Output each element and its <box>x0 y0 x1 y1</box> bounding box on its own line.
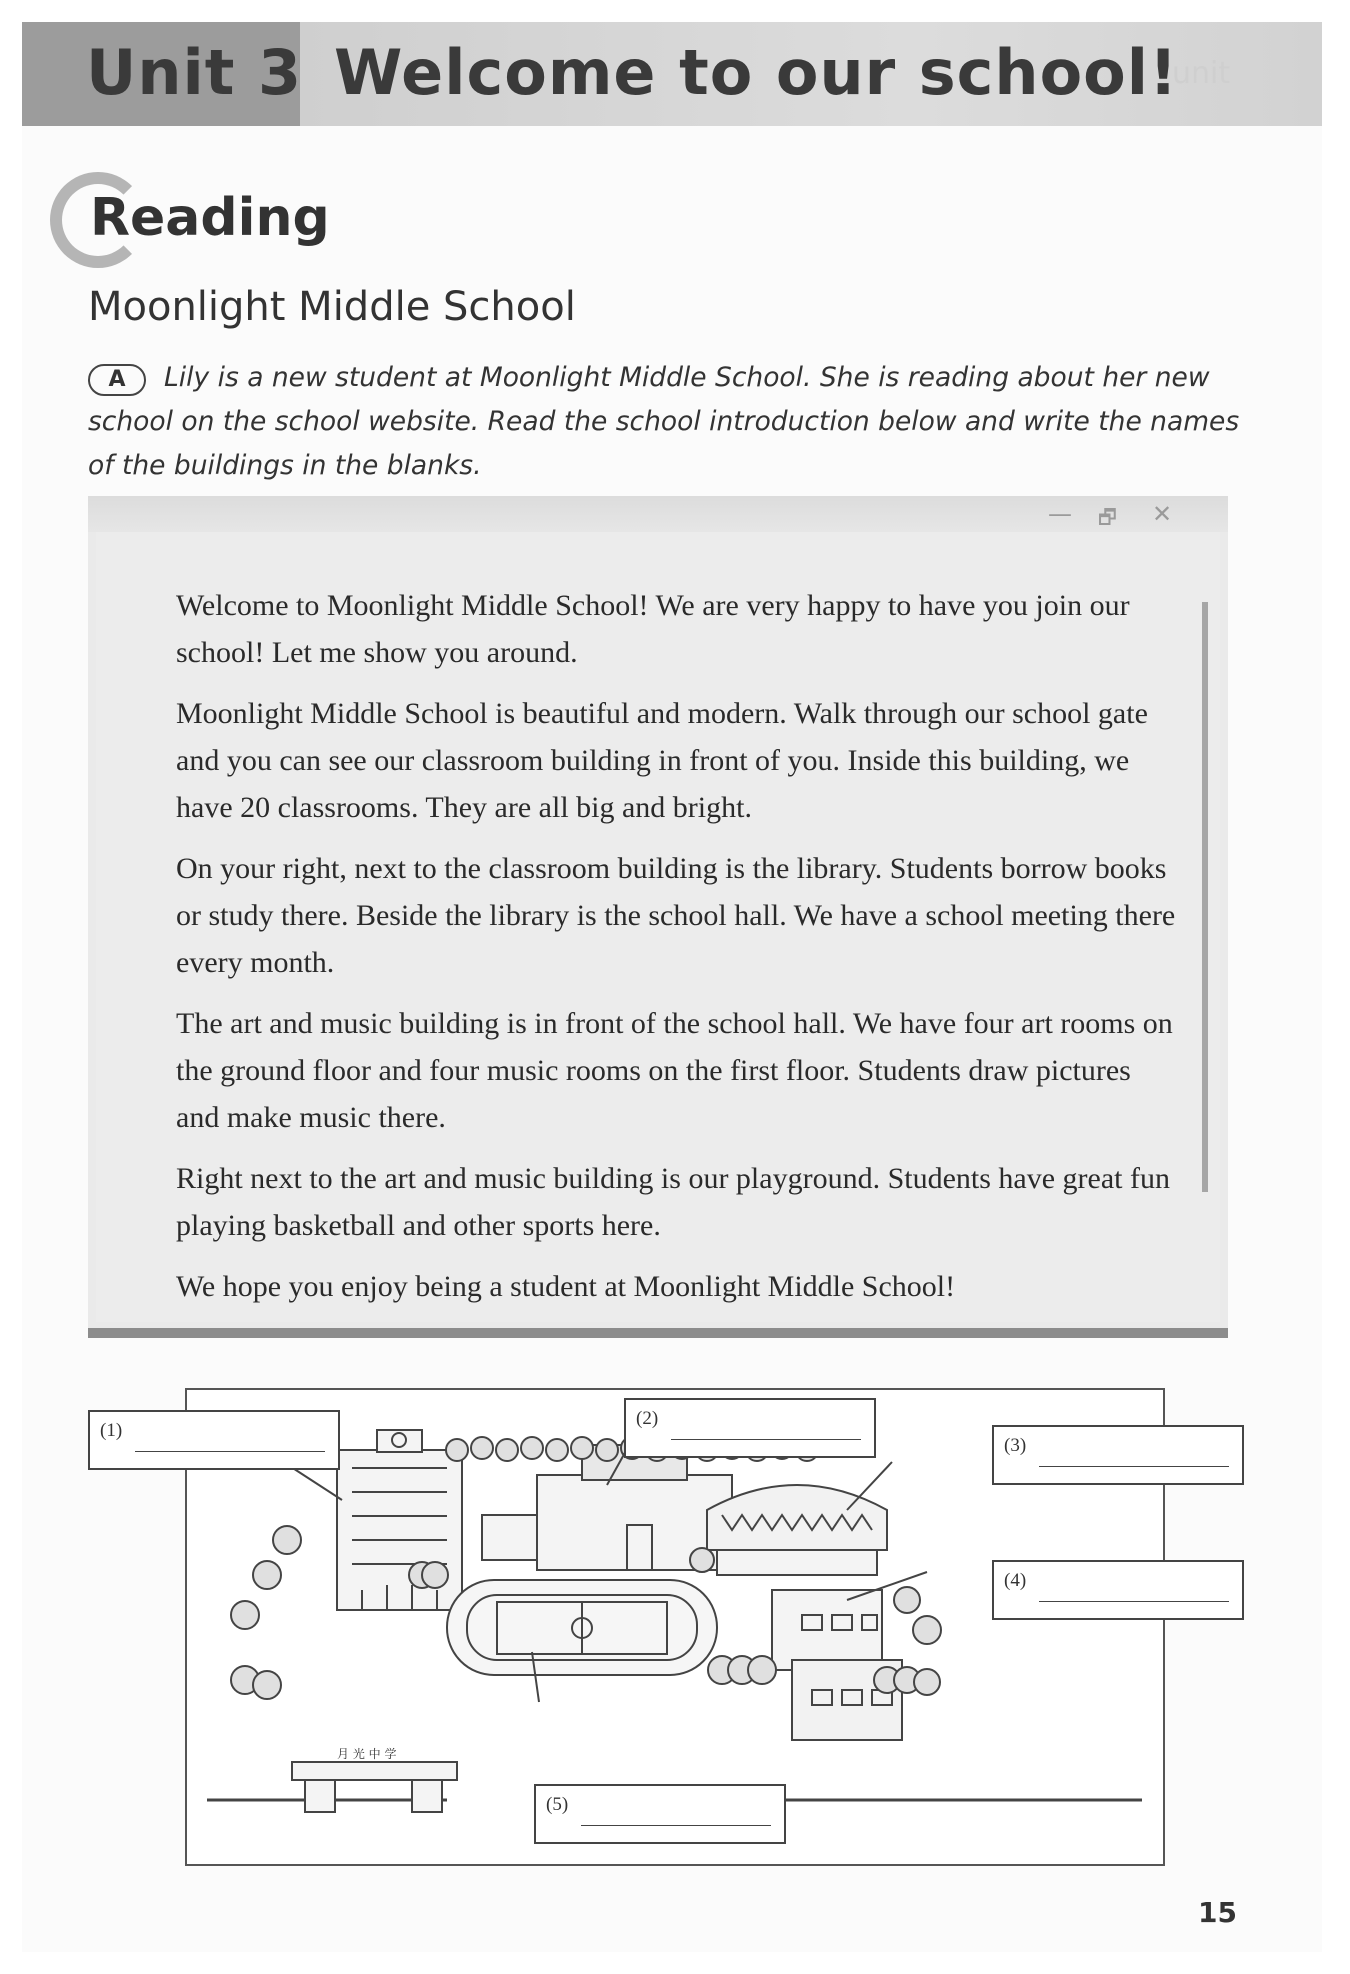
paragraph: The art and music building is in front of the school hall. We have four art rooms on the ground floor and four music rooms on the first floor. Students draw pictures and make music there. <box>176 1007 1173 1134</box>
blank-1[interactable] <box>88 1410 340 1470</box>
answer-line <box>1039 1466 1229 1467</box>
art-music-building <box>772 1590 902 1740</box>
paragraph: Moonlight Middle School is beautiful and modern. Walk through our school gate and you can see our classroom building in front of you. Inside this building, we have 20 classrooms. They are all big and bright. <box>176 697 1148 824</box>
blank-5[interactable] <box>534 1784 786 1844</box>
answer-line <box>671 1439 861 1440</box>
reading-subtitle: Moonlight Middle School <box>88 284 576 330</box>
paragraph: We hope you enjoy being a student at Moonlight Middle School! <box>176 1270 956 1303</box>
paragraph: On your right, next to the classroom building is the library. Students borrow books or study there. Beside the library is the school hall. We have a school meeting there every month. <box>176 852 1176 979</box>
scrollbar[interactable] <box>1202 602 1208 1192</box>
answer-line <box>135 1451 325 1452</box>
school-gate <box>292 1762 457 1812</box>
blank-number: (1) <box>100 1420 123 1441</box>
page-number: 15 <box>1198 1896 1237 1929</box>
blank-number: (5) <box>546 1794 569 1815</box>
unit-title: Welcome to our school! <box>334 36 1179 109</box>
restore-icon[interactable]: 🗗 <box>1098 505 1117 529</box>
blank-number: (3) <box>1004 1435 1027 1456</box>
answer-line <box>1039 1601 1229 1602</box>
school-hall <box>707 1485 887 1575</box>
unit-banner <box>22 22 1322 126</box>
school-introduction <box>176 582 1176 1324</box>
paragraph: Welcome to Moonlight Middle School! We are very happy to have you join our school! Let me show you around. <box>176 589 1130 669</box>
answer-line <box>581 1825 771 1826</box>
blank-3[interactable] <box>992 1425 1244 1485</box>
playground-track <box>447 1580 717 1675</box>
blank-2[interactable] <box>624 1398 876 1458</box>
banner-watermark: unit <box>1172 56 1231 91</box>
exercise-instruction: Lily is a new student at Moonlight Middle School. She is reading about her new school on the school website. Read the school introduction below and write the names of the buildings in the blanks. <box>88 362 1240 481</box>
exercise-badge: A <box>88 364 146 396</box>
website-window <box>88 496 1228 1338</box>
close-icon[interactable]: ✕ <box>1152 500 1173 528</box>
window-title-bar <box>88 496 1228 532</box>
blank-4[interactable] <box>992 1560 1244 1620</box>
unit-number: Unit 3 <box>86 36 303 109</box>
section-heading: Reading <box>90 188 330 248</box>
gate-sign: 月 光 中 学 <box>337 1747 397 1761</box>
paragraph: Right next to the art and music building is our playground. Students have great fun playing basketball and other sports here. <box>176 1162 1170 1242</box>
window-content <box>96 532 1220 1322</box>
blank-number: (2) <box>636 1408 659 1429</box>
minimize-icon[interactable]: — <box>1048 500 1072 528</box>
blank-number: (4) <box>1004 1570 1027 1591</box>
